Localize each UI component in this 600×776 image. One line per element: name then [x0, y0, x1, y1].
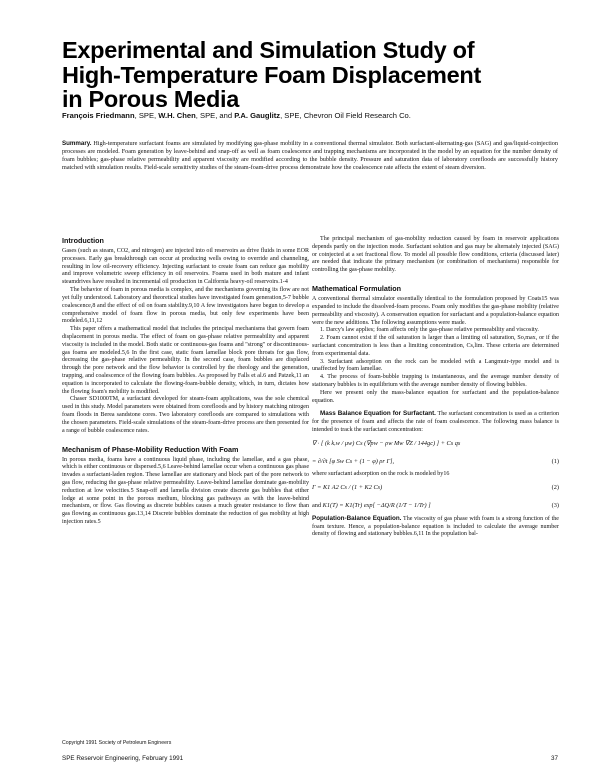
title-line-3: in Porous Media: [62, 86, 239, 112]
equation-2-number: (2): [551, 483, 559, 491]
author-2: W.H. Chen: [158, 111, 196, 120]
assumption-3: 3. Surfactant adsorption on the rock can be modeled with a Langmuir-type model and is unaffected by foam lamellae.: [312, 358, 559, 373]
equation-1-line-1: [312, 435, 559, 453]
journal-citation: SPE Reservoir Engineering, February 1991: [62, 755, 184, 762]
equation-3-line: [312, 497, 559, 515]
title-line-1: Experimental and Simulation Study of: [62, 37, 475, 63]
intro-paragraph-2: The behavior of foam in porous media is complex, and the mechanisms governing its flow are not yet fully understood. Laboratory and theoretical studies have investigated foam generation,5-7 bubble coalescence,8 and the effect of oil on foam stability.9,10 A few investigators have begun to develop a comprehensive model of foam flow in porous media, but only few experiments have been modeled.6,11,12: [62, 287, 309, 325]
intro-paragraph-4: Chaser SD1000TM, a surfactant developed for steam-foam applications, was the sole chemical used in this study. Model parameters were obtained from corefloods and by history matching nitrogen foam floods in Berea sandstone cores. Two laboratory corefloods are compared to simulations with the chosen parameters. Field-scale simulations of the steam-foam-drive process are then presented for a range of bubble coalescence rates.: [62, 396, 309, 434]
equation-1-line-2: [312, 453, 559, 471]
mass-balance-label: Mass Balance Equation for Surfactant.: [320, 410, 436, 418]
population-balance-paragraph: [312, 515, 559, 539]
paper-title: [62, 38, 562, 112]
page-footer: [62, 755, 558, 762]
equation-1b: = ∂/∂t [φ Sw Cs + (1 − φ) ρr Γ],: [312, 457, 395, 465]
right-column: [312, 236, 559, 539]
author-3: P.A. Gauglitz: [234, 111, 281, 120]
author-1: François Friedmann: [62, 111, 135, 120]
copyright-notice: Copyright 1991 Society of Petroleum Engineers: [62, 740, 172, 746]
title-line-2: High-Temperature Foam Displacement: [62, 61, 481, 88]
heading-mathematical-formulation: Mathematical Formulation: [312, 284, 402, 294]
adsorption-paragraph: where surfactant adsorption on the rock is modeled by16: [312, 470, 450, 477]
formulation-paragraph: A conventional thermal simulator essentially identical to the formulation proposed by Coats15 was expanded to include the dissolved-foam process. Foam only modifies the gas-phase mobility (relative permeability and viscosity). A conservation equation for surfactant and a population-balance equation were the new additions. The following assumptions were made.: [312, 296, 559, 326]
present-equations-paragraph: Here we present only the mass-balance equation for surfactant and the population-balance equation.: [312, 389, 559, 404]
equation-3: K1(T) = K1(Tr) exp[ −ΔQ/R (1/T − 1/Tr) ]: [322, 501, 431, 509]
intro-paragraph-3: This paper offers a mathematical model that includes the principal mechanisms that govern foam displacement in porous media. The effect of foam on gas-phase relative permeability and apparent viscosity is included in the model. Both static or continuous-gas foams and "strong" or discontinuous-gas foams are modeled.5,6 In the first case, static foam lamellae block pore throats for gas flow, decreasing the gas-phase relative permeability. In the second case, foam bubbles are displaced through the pore network and the flow behavior is controlled by the rheology and the generation, trapping, and coalescence of the flowing foam bubbles. As proposed by Falls et al.6 and Patzek,11 an equation is incorporated to calculate the flowing-foam-bubble density, which, in turn, dictates how the flowing foam's mobility is modified.: [62, 326, 309, 395]
author-line: [62, 111, 562, 121]
population-balance-text: The viscosity of gas phase with foam is a strong function of the foam texture. Hence, a population-balance equation is included to calculate the average number density of flowing and stationary bubbles.6,11 In the population bal-: [312, 515, 559, 538]
mass-balance-paragraph: [312, 410, 559, 434]
heading-mechanism: Mechanism of Phase-Mobility Reduction With Foam: [62, 444, 239, 454]
summary-label: Summary.: [62, 140, 92, 147]
assumption-4: 4. The process of foam-bubble trapping is instantaneous, and the average number density of stationary bubbles is in equilibrium with the average number density of flowing bubbles.: [312, 374, 559, 388]
assumption-1: 1. Darcy's law applies; foam affects only the gas-phase relative permeability and viscosity.: [320, 327, 539, 334]
equation-2-line: [312, 479, 559, 497]
equation-3-and: and: [312, 501, 322, 509]
equation-2: Γ = K1 A2 Cs / (1 + K2 Cs): [312, 483, 383, 491]
summary-abstract: [62, 140, 558, 172]
right-paragraph-1: The principal mechanism of gas-mobility reduction caused by foam in reservoir applications depends partly on the injection mode. Surfactant solution and gas may be alternately injected (SAG) or coinjected at a set fractional flow. To model all possible flow conditions, criteria (discussed later) are needed that indicate the primary mechanism (or combination of mechanisms) responsible for controlling the gas-phase mobility.: [312, 236, 559, 274]
summary-text: High-temperature surfactant foams are simulated by modifying gas-phase mobility in a conventional thermal simulator. Both surfactant-alternating-gas (SAG) and gas/liquid-coinjection processes are modeled. Foam generation by leave-behind and snap-off as well as foam coalescence and trapping mechanisms are incorporated in the model by an equation for the number density of foam bubbles; gas-phase relative permeability and apparent viscosity are modified according to the bubble density. Pressure and saturation data of laboratory corefloods are successfully history matched with simulation results. Field-scale sensitivity studies of the steam-foam-drive process demonstrate how the coalescence rate affects the extent of steam diversion.: [62, 140, 558, 171]
assumption-2: 2. Foam cannot exist if the oil saturation is larger than a limiting oil saturation, So,max, or if the surfactant concentration is less than a limiting concentration, Cs,lim. These criteria are determined from experimental data.: [312, 335, 559, 357]
page-number: 37: [550, 755, 558, 762]
mechanism-paragraph: In porous media, foams have a continuous liquid phase, including the lamellae, and a gas phase, which is either continuous or dispersed.5,6 Leave-behind lamellae occur when a continuous gas phase invades a surfactant-laden region. These lamellae are stationary and block part of the pore network to gas flow, reducing the gas-phase relative permeability. Leave-behind lamellae dominate gas-mobility reduction at low velocities.5 Snap-off and lamella division create discrete gas bubbles that either lodge at some point in the porous medium, blocking gas pathways as with the leave-behind mechanism, or flow. Gas flowing as discrete bubbles causes a much greater resistance to flow than gas flowing as continuous gas.13,14 Discrete bubbles dominate the reduction of gas mobility at high injection rates.5: [62, 456, 310, 525]
population-balance-label: Population-Balance Equation.: [312, 514, 402, 522]
author-1-affiliation: , SPE,: [134, 111, 159, 120]
intro-paragraph-1: Gases (such as steam, CO2, and nitrogen) are injected into oil reservoirs as drive fluids in some EOR processes. Early gas breakthrough can occur at producing wells owing to override and channeling, resulting in low oil-recovery efficiency. Injecting surfactant to create foam can reduce gas mobility and improve volumetric sweep efficiency in oil reservoirs. Foams used in both mature and infant steamdrives have resulted in incremental oil production in California heavy-oil reservoirs.1-4: [62, 248, 309, 286]
mass-balance-text: The surfactant concentration is used as a criterion for the presence of foam and affects the rate of foam coalescence. The following mass balance is intended to track the surfactant concentration:: [312, 411, 560, 434]
equation-1-number: (1): [551, 457, 559, 465]
heading-introduction: Introduction: [62, 236, 104, 245]
left-column: [62, 236, 309, 527]
equation-1a: ∇ · [ (k kᵣw / μw) Cs (∇pw − ρw Mw ∇Z / 144gc) ] + Cs qs: [312, 439, 461, 447]
author-3-affiliation: , SPE, Chevron Oil Field Research Co.: [280, 111, 411, 120]
author-2-affiliation: , SPE, and: [195, 111, 235, 120]
equation-3-number: (3): [551, 501, 559, 509]
